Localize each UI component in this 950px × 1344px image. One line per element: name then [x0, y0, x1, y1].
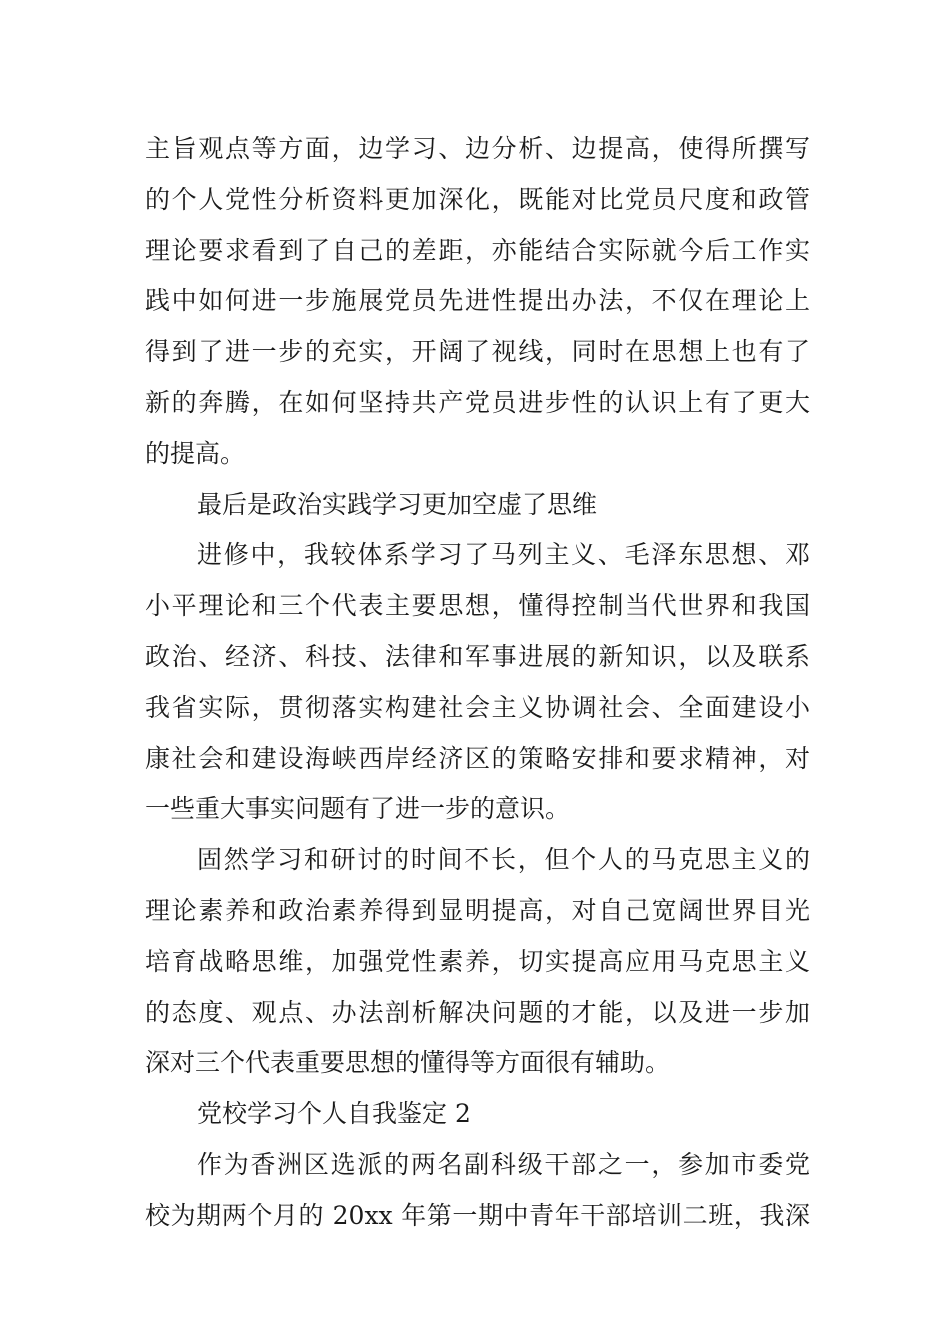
text-line: 深对三个代表重要思想的懂得等方面很有辅助。 — [145, 1048, 671, 1078]
text-line: 培育战略思维，加强党性素养，切实提高应用马克思主义 — [145, 946, 810, 976]
text-line: 主旨观点等方面，边学习、边分析、边提高，使得所撰写 — [145, 134, 810, 163]
text-line: 一些重大事实问题有了进一步的意识。 — [145, 794, 571, 824]
text-line: 最后是政治实践学习更加空虚了思维 — [197, 489, 598, 519]
text-line: 校为期两个月的 20xx 年第一期中青年干部培训二班，我深 — [145, 1200, 810, 1230]
text-line: 党校学习个人自我鉴定 2 — [197, 1099, 471, 1129]
text-line: 作为香洲区选派的两名副科级干部之一，参加市委党 — [197, 1149, 810, 1179]
text-line: 我省实际，贯彻落实构建社会主义协调社会、全面建设小 — [145, 692, 810, 722]
text-line: 新的奔腾，在如何坚持共产党员进步性的认识上有了更大 — [145, 387, 810, 417]
text-line: 政治、经济、科技、法律和军事进展的新知识，以及联系 — [145, 641, 810, 671]
text-line: 理论素养和政治素养得到显明提高，对自己宽阔世界目光 — [145, 895, 810, 925]
text-line: 的态度、观点、办法剖析解决问题的才能，以及进一步加 — [145, 997, 810, 1027]
text-line: 固然学习和研讨的时间不长，但个人的马克思主义的 — [197, 845, 810, 875]
text-line: 康社会和建设海峡西岸经济区的策略安排和要求精神，对 — [145, 743, 810, 773]
text-line: 践中如何进一步施展党员先进性提出办法，不仅在理论上 — [145, 286, 810, 316]
document-body — [145, 124, 810, 1242]
text-line: 理论要求看到了自己的差距，亦能结合实际就今后工作实 — [145, 235, 810, 265]
text-line: 的个人党性分析资料更加深化，既能对比党员尺度和政管 — [145, 184, 810, 214]
text-line: 的提高。 — [145, 438, 246, 468]
text-line: 小平理论和三个代表主要思想，懂得控制当代世界和我国 — [145, 591, 810, 621]
text-line: 进修中，我较体系学习了马列主义、毛泽东思想、邓 — [197, 540, 810, 570]
text-line: 得到了进一步的充实，开阔了视线，同时在思想上也有了 — [145, 337, 810, 367]
